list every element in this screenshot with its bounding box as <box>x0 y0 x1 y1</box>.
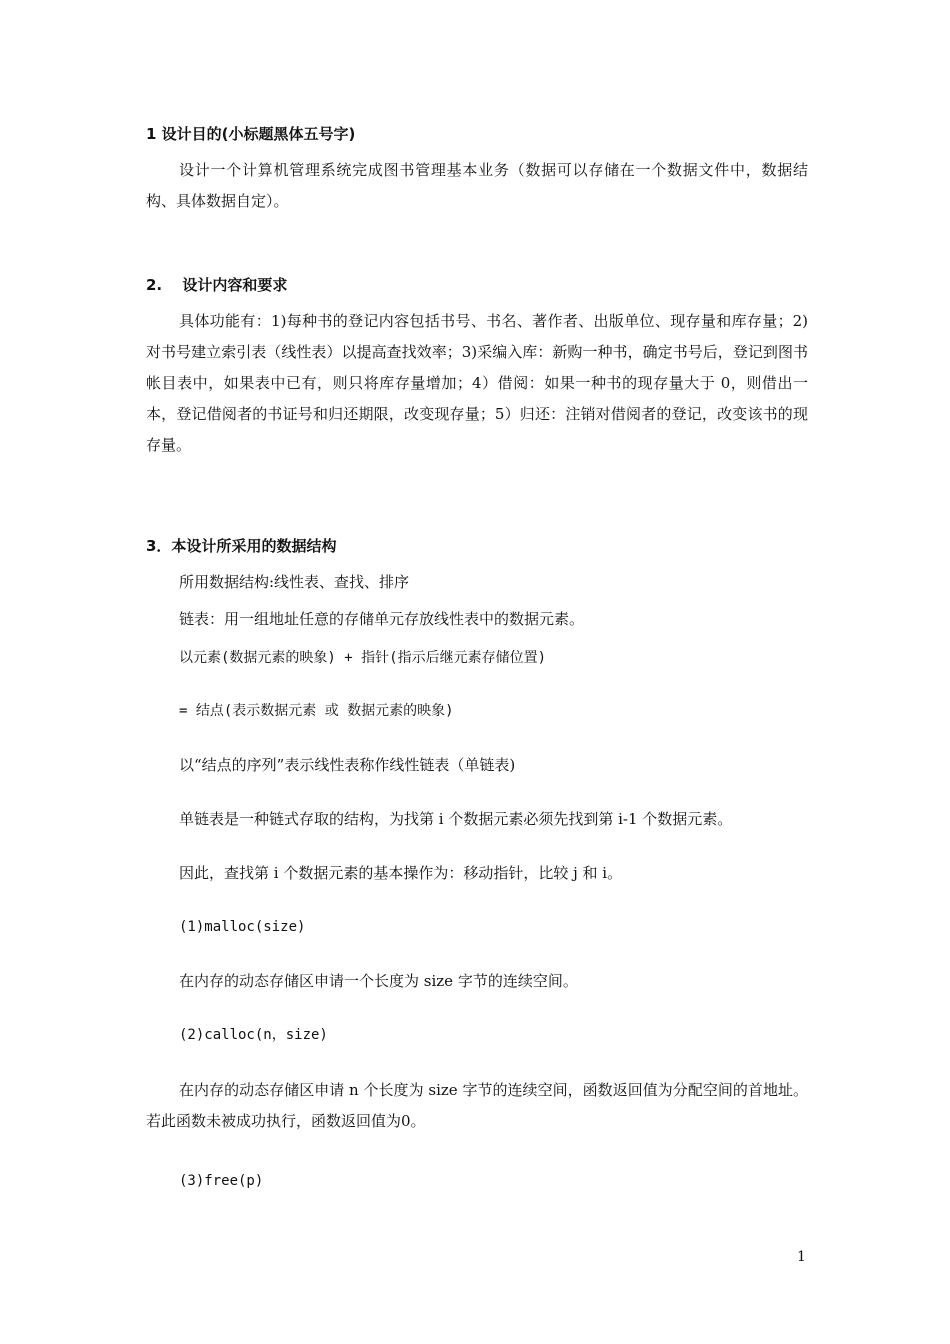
section-3-heading: 3．本设计所采用的数据结构 <box>146 537 337 555</box>
data-structures-line: 所用数据结构:线性表、查找、排序 <box>179 573 410 591</box>
single-list-access-line: 单链表是一种链式存取的结构，为找第 i 个数据元素必须先找到第 i-1 个数据元素。 <box>179 810 733 828</box>
section-2-paragraph: 具体功能有：1)每种书的登记内容包括书号、书名、著作者、出版单位、现存量和库存量；2)对书号建立索引表（线性表）以提高查找效率；3)采编入库：新购一种书，确定书号后，登记到图书帐目表中，如果表中已有，则只将库存量增加；4）借阅：如果一种书的现存量大于 0，则借出一本，登记借阅者的书证号和归还期限，改变现存量；5）归还：注销对借阅者的登记，改变该书的现存量。 <box>146 312 808 454</box>
section-1-heading: 1 设计目的(小标题黑体五号字) <box>146 125 356 143</box>
free-line: (3)free(p) <box>179 1173 264 1189</box>
search-operation-line: 因此，查找第 i 个数据元素的基本操作为：移动指针，比较 j 和 i。 <box>179 864 623 882</box>
node-definition-line: = 结点(表示数据元素 或 数据元素的映象) <box>179 703 454 719</box>
section-1-paragraph: 设计一个计算机管理系统完成图书管理基本业务（数据可以存储在一个数据文件中，数据结构、具体数据自定）。 <box>146 161 808 210</box>
page-number: 1 <box>797 1249 806 1265</box>
malloc-line: (1)malloc(size) <box>179 919 306 935</box>
node-sequence-line: 以“结点的序列”表示线性表称作线性链表（单链表) <box>179 756 516 774</box>
section-2-heading: 2. 设计内容和要求 <box>146 276 288 294</box>
element-pointer-line: 以元素(数据元素的映象) + 指针(指示后继元素存储位置) <box>179 650 546 666</box>
linked-list-definition-line: 链表：用一组地址任意的存储单元存放线性表中的数据元素。 <box>179 610 585 628</box>
calloc-line: (2)calloc(n，size) <box>179 1027 328 1043</box>
calloc-description-paragraph: 在内存的动态存储区申请 n 个长度为 size 字节的连续空间，函数返回值为分配空间的首地址。若此函数未被成功执行，函数返回值为0。 <box>146 1081 808 1130</box>
malloc-description-line: 在内存的动态存储区申请一个长度为 size 字节的连续空间。 <box>179 972 578 990</box>
